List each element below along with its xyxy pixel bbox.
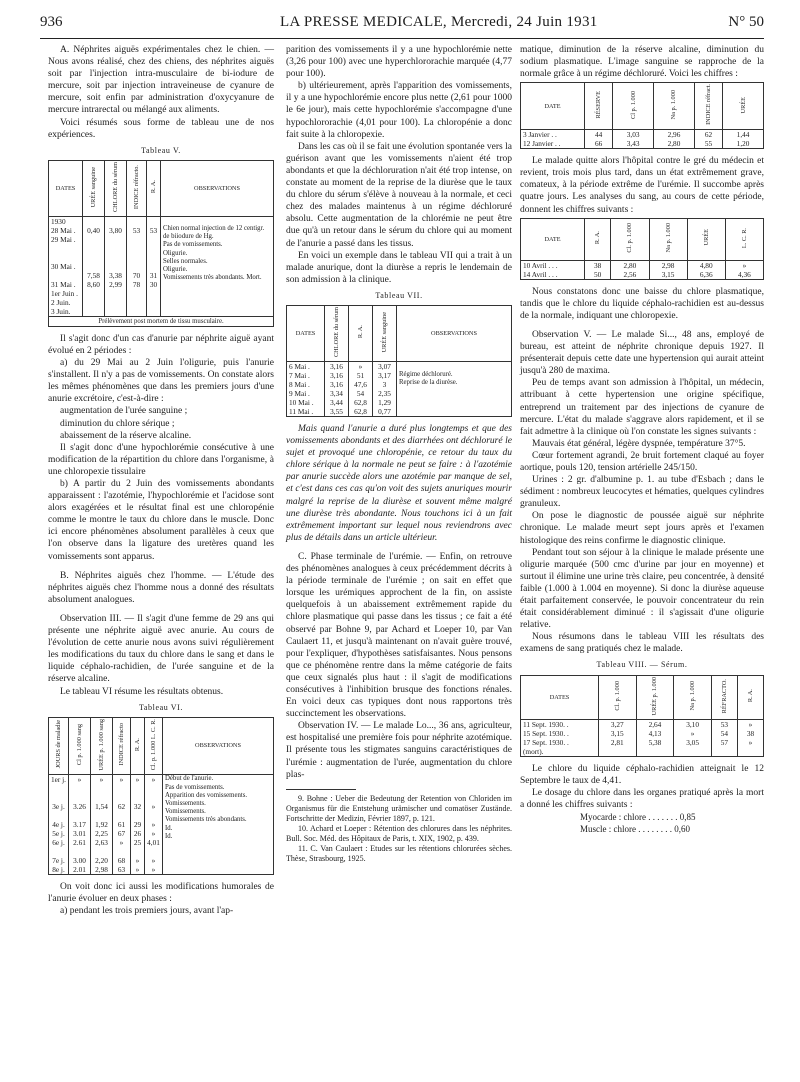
column-3 — [520, 44, 764, 835]
paragraph: Mais quand l'anurie a duré plus longtemps et que des vomissements abondants et des diarrhées ont déchloruré le sujet et provoqué une chloropénie, ce retour du taux du chlore sérique à la normale ne peut se faire : à l'azotémie par anurie succède alors une azotémie par manque de sel, et c'est dans ces cas qu'on voit des sujets anuriques mourir malgré la reprise de la diurèse et souvent même malgré une diurèse très abondante. Nous touchons ici à un fait extrêmement important sur lequel nous reviendrons avec plus de détails dans un article ultérieur. — [286, 424, 512, 543]
table-row: 6 Mai . 7 Mai . 8 Mai . 9 Mai . 10 Mai . 11 Mai . 3,16 3,16 3,16 3,34 3,44 3,55 » 51 47,6 54 62,8 62,8 3,07 3,17 3 2,35 1,29 0,77 Régime déchloruré. Reprise de la diurèse. — [287, 362, 512, 417]
section-heading-paragraph: C. Phase terminale de l'urémie. — Enfin, on retrouve des phénomènes analogues à ceux précédemment décrits à la période terminale de l'urémie ; on sait en effet que lorsque les urémiques approchent de la fin, on assiste quelquefois à un abaissement extrêmement rapide du chlore plasmatique qui passe dans les tissus ; ce fait a été observé par Bohne 9, par Achard et Loeper 10, par Van Caulaert 11, et jusqu'à maintenant on n'avait guère trouvé, pour l'expliquer, d'hypothèses satisfaisantes. Nous pensons que ce phénomène rentre dans la même catégorie de faits que ceux signalés plus haut : il s'agit de modifications consécutives à l'inhibition brusque des fonctions rénales. En voici deux cas typiques dont nous rapportons très succinctement les observations. — [286, 551, 512, 720]
paragraph: Le chlore du liquide céphalo-rachidien atteignait le 12 Septembre le taux de 4,41. — [520, 764, 764, 787]
table-row: 10 Avril . . . 14 Avril . . . 38 50 2,80 2,56 2,98 3,15 4,80 6,36 » 4,36 — [521, 260, 764, 279]
table-header: Cl p. 1.000 — [613, 83, 654, 130]
table-header: DATES — [287, 305, 325, 361]
table-header: OBSERVATIONS — [397, 305, 512, 361]
table-header: JOURS de maladie — [49, 717, 69, 775]
paragraph: En voici un exemple dans le tableau VII qui a trait à un malade anurique, dont la diurèse a repris le lendemain de son admission à la clinique. — [286, 250, 512, 285]
table-row: 1930 28 Mai . 29 Mai . 30 Mai . 31 Mai . 1er Juin . 2 Juin. 3 Juin. 0,40 7,58 8,60 3,80 3,38 2,99 53 70 78 53 31 30 Chien normal injection de 12 centigr. de biiodure de Hg. Pas de vomissements. Oligurie. Selles normales. Oligurie. Vomissements très abondants. Mort. — [49, 216, 274, 316]
table-header: R. A. — [147, 160, 161, 216]
table-obs4-b — [520, 218, 764, 280]
table-header: Cl p. 1.000 sang — [69, 717, 91, 775]
table-header: INDICE réfracto. — [127, 160, 147, 216]
paragraph: Cœur fortement agrandi, 2e bruit fortement claqué au foyer aortique, pouls 120, tension artérielle 245/150. — [520, 450, 764, 473]
paragraph: b) A partir du 2 Juin des vomissements abondants apparaissent : l'azotémie, l'hypochlorémie et l'acidose sont alors exagérées et le résultat final est une chloropénie comme le montre le taux du chlore dans le muscle. Donc ici encore phénomènes absolument parallèles à ceux que l'on observe dans la ligature des uretères quand les vomissements sont apparus. — [48, 479, 274, 562]
observation-paragraph: Observation V. — Le malade Si..., 48 ans, employé de bureau, est atteint de néphrite chronique depuis 1927. Il présenterait depuis cette date une hypertension qui aurait atteint jusqu'à 280 de maxima. — [520, 329, 764, 377]
section-heading-paragraph: B. Néphrites aiguës chez l'homme. — L'étude des néphrites aiguës chez l'homme nous a donné des résultats absolument analogues. — [48, 570, 274, 605]
table-header: L. C. R. — [725, 218, 763, 260]
table-header: DATE — [521, 83, 585, 130]
paragraph: Mauvais état général, légère dyspnée, température 37°5. — [532, 438, 746, 449]
paragraph: Urines : 2 gr. d'albumine p. 1. au tube d'Esbach ; dans le sédiment : nombreux leucocytes et hématies, quelques cylindres granuleux. — [520, 475, 764, 510]
table-header: OBSERVATIONS — [161, 160, 274, 216]
paragraph: Le tableau VI résume les résultats obtenus. — [60, 686, 224, 697]
paragraph: Dans les cas où il se fait une évolution spontanée vers la guérison avant que les vomissements n'aient été trop abondants et que la déchloruration n'ait été trop intense, on constate au moment de la reprise de la diurèse que le taux du chlore du sérum s'élève à nouveau à la normale, et ceci chez des malades maintenus à un régime déchloruré absolu. Cette augmentation de la chlorémie ne peut être due qu'à un retour dans le sérum du chlore qui au moment de l'anurie a passé dans les tissus. — [286, 141, 512, 249]
footnote: 10. Achard et Loeper : Rétention des chlorures dans les néphrites. Bull. Soc. Méd. des Hôpitaux de Paris, t. XIX, 1902, p. 439. — [286, 823, 512, 843]
table-header: URÉE p. 1.000 sang — [91, 717, 113, 775]
paragraph: Nous constatons donc une baisse du chlore plasmatique, tandis que le chlore du liquide céphalo-rachidien est au-dessus de la normale, indiquant une chloropexie. — [520, 286, 764, 321]
paragraph: Il s'agit donc d'une hypochlorémie consécutive à une modification de la répartition du chlore dans l'organisme, à une chloropexie tissulaire — [48, 442, 274, 477]
table-header: URÉE sanguine — [83, 160, 105, 216]
page-number: 936 — [40, 14, 63, 30]
table-header: R. A. — [131, 717, 145, 775]
observation-paragraph: Observation III. — Il s'agit d'une femme de 29 ans qui présente une néphrite aiguë avec anurie. Au cours de l'évolution de cette anurie nous avons suivi régulièrement les modifications du taux du chlore dans le sang et dans le liquide céphalo-rachidien, de l'urée sanguine et de la réserve alcaline. — [48, 613, 274, 685]
table-header: OBSERVATIONS — [163, 717, 274, 775]
paragraph: b) ultérieurement, après l'apparition des vomissements, il y a une hypochlorémie encore plus nette (2,61 pour 1000 le 6e jour), mais cette hypochlorémie s'accompagne d'une hypochlororachie (4,01 pour 100). La chloropénie a donc fait suite à la chloropexie. — [286, 81, 512, 140]
paragraph: Nous résumons dans le tableau VIII les résultats des examens de sang pratiqués chez le malade. — [520, 632, 764, 655]
table-header: URÉE p. 1.000 — [636, 675, 674, 719]
table-8-caption: Tableau VIII. — Sérum. — [596, 660, 688, 670]
table-header: R. A. — [585, 218, 611, 260]
table-header: URÉE — [723, 83, 764, 130]
table-row: 3 Janvier . . 12 Janvier . . 44 66 3,03 3,43 2,96 2,80 62 55 1,44 1,20 — [521, 130, 764, 149]
list-item: Muscle : chlore . . . . . . . . 0,60 — [580, 824, 690, 835]
paragraph: matique, diminution de la réserve alcaline, diminution du sodium plasmatique. L'image sanguine se rapproche de la normale grâce à un régime déchloruré. Voici les chiffres : — [520, 45, 764, 80]
table-row: 11 Sept. 1930. . 15 Sept. 1930. . 17 Sept. 1930. . (mort). 3,27 3,15 2,81 2,64 4,13 5,38 3,10 » 3,05 53 54 57 » 38 » — [521, 720, 764, 757]
column-2 — [286, 44, 512, 864]
table-6 — [48, 717, 274, 876]
table-header: INDICE réfracto — [113, 717, 131, 775]
table-header: INDICE réfract. — [694, 83, 722, 130]
table-7-caption: Tableau VII. — [375, 290, 423, 300]
table-header: URÉE sanguine — [373, 305, 397, 361]
paragraph: Le malade quitte alors l'hôpital contre le gré du médecin et revient, trois mois plus tard, dans un état extrêmement grave, comateux, à la période extrême de l'urémie. Il succombe après quatre jours. Les analyses du sang, au cours de cette période, donnent les chiffres suivants : — [520, 156, 764, 215]
paragraph: On pose le diagnostic de poussée aiguë sur néphrite chronique. Le malade meurt sept jours après et l'examen histologique des reins confirme le diagnostic clinique. — [520, 511, 764, 546]
paragraph: Le dosage du chlore dans les organes pratiqué après la mort a donné les chiffres suivants : — [520, 788, 764, 811]
table-header: R. A. — [349, 305, 373, 361]
table-header: DATES — [49, 160, 83, 216]
paragraph: Pendant tout son séjour à la clinique le malade présente une oligurie marquée (500 cmc d'urine par jour en moyenne) et surtout il élimine une urine très claire, peu concentrée, à densité faible (1.000 à 1.004 en moyenne). Si donc la diurèse aqueuse était parfaitement conservée, le pouvoir concentrateur du rein était considérablement diminué : il s'agissait d'une oligurie relative. — [520, 547, 764, 631]
table-header: CHLORE du sérum — [105, 160, 127, 216]
list-item: Myocarde : chlore . . . . . . . 0,85 — [580, 812, 696, 823]
paragraph: A. Néphrites aiguës expérimentales chez le chien. — Nous avons réalisé, chez des chiens, des néphrites aiguës soit par l'injection intra-musculaire de bi-iodure de mercure, soit par injection intraveineuse de cyanure de mercure, soit enfin par administration d'oxycyanure de mercure intrarectal ou mélangé aux aliments. — [48, 45, 274, 116]
table-header: URÉE — [687, 218, 725, 260]
footnote-rule — [286, 789, 356, 790]
paragraph: Voici résumés sous forme de tableau une de nos expériences. — [48, 117, 274, 140]
paragraph: Il s'agit donc d'un cas d'anurie par néphrite aiguë ayant évolué en 2 périodes : — [48, 333, 274, 356]
table-header: Na p. 1.000 — [654, 83, 695, 130]
organ-chlorine-list — [520, 811, 764, 835]
header-rule — [40, 38, 764, 39]
footnote: 9. Bohne : Ueber die Bedeutung der Retention von Chloriden im Organismus für die Entstehung urämischer und comatöser Zustände. Fortschritte der Medizin, Février 1897, p. 121. — [286, 793, 512, 823]
table-obs4-a — [520, 82, 764, 149]
table-row: 1er j. 3e j. 4e j. 5e j. 6e j. 7e j. 8e j. » 3.26 3.17 3.01 2.61 3.00 2.01 » 1,54 1,92 2,25 2,63 2,20 2,98 » 62 61 67 » 68 63 » 32 29 26 25 » » » » » » 4,01 » » Début de l'anurie. Pas de vomissements. Apparition des vomissements. Vomissements. Vomissements. Vomissements très abondants. Id. Id. — [49, 775, 274, 875]
paragraph: parition des vomissements il y a une hypochlorémie nette (3,26 pour 100) avec une hyperchlororachie marquée (4,77 pour 100). — [286, 45, 512, 80]
table-6-caption: Tableau VI. — [138, 702, 184, 712]
page-header — [40, 14, 764, 38]
table-header: RÉSERVE — [585, 83, 613, 130]
table-5 — [48, 160, 274, 327]
table-header: RÉFRACTO. — [711, 675, 737, 719]
table-header: DATE — [521, 218, 585, 260]
column-1 — [48, 44, 274, 918]
paragraph: a) du 29 Mai au 2 Juin l'oligurie, puis l'anurie s'installent. Il n'y a pas de vomissements. On constate alors les mêmes phénomènes que dans les premiers jours d'une anurie excrétoire, c'est-à-dire : — [48, 358, 274, 405]
table-7 — [286, 305, 512, 417]
table-header: R. A. — [737, 675, 763, 719]
list-item: augmentation de l'urée sanguine ; — [60, 406, 188, 417]
table-header: Cl. p. 1.000 — [599, 675, 637, 719]
journal-title: LA PRESSE MEDICALE, Mercredi, 24 Juin 1931 — [280, 14, 598, 30]
issue-number: N° 50 — [728, 14, 764, 30]
paragraph: On voit donc ici aussi les modifications humorales de l'anurie évoluer en deux phases : — [48, 882, 274, 905]
table-8 — [520, 675, 764, 757]
list-item: diminution du chlore sérique ; — [60, 418, 175, 429]
paragraph: Peu de temps avant son admission à l'hôpital, un médecin, attribuant à cette hypertension une origine spécifique, entreprend un traitement par des injections de cyanure de mercure. L'état du malade s'aggrave alors rapidement, et il se fait admettre à la clinique où l'on constate les signes suivants : — [520, 378, 764, 437]
table-header: DATES — [521, 675, 599, 719]
paragraph: a) pendant les trois premiers jours, avant l'ap- — [60, 906, 234, 917]
table-header: Na p. 1.000 — [674, 675, 712, 719]
table-header: Cl. p. 1.000 L. C. R. — [145, 717, 163, 775]
table-header: CHLORE du sérum — [325, 305, 349, 361]
observation-paragraph: Observation IV. — Le malade Lo..., 36 ans, agriculteur, est hospitalisé une première fois pour néphrite azotémique. Il présente tous les stigmates sanguins caractéristiques de l'urémie : augmentation de l'urée, augmentation du chlore plas- — [286, 721, 512, 780]
table-footnote: Prélèvement post mortem de tissu musculaire. — [49, 316, 274, 326]
footnote: 11. C. Van Caulaert : Etudes sur les rétentions chlorurées sèches. Thèse, Strasbourg, 1925. — [286, 843, 512, 863]
table-header: Cl. p. 1.000 — [611, 218, 649, 260]
table-5-caption: Tableau V. — [141, 145, 181, 155]
list-item: abaissement de la réserve alcaline. — [60, 430, 192, 441]
table-header: Na p. 1.000 — [649, 218, 687, 260]
